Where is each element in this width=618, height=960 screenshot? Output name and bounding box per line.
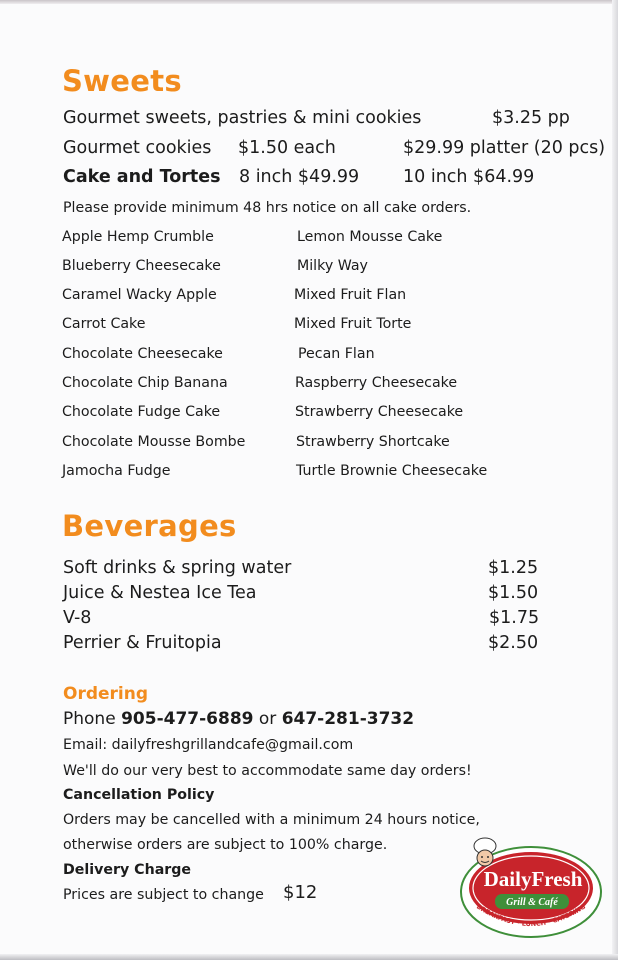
phone-number[interactable]: 647-281-3732	[281, 709, 415, 729]
cake-item: Pecan Flan	[298, 346, 375, 362]
cake-item: Chocolate Chip Banana	[62, 375, 228, 391]
sweets-item: Gourmet cookies	[63, 138, 212, 158]
beverage-item: Soft drinks & spring water	[63, 558, 292, 578]
cake-item: Jamocha Fudge	[62, 463, 171, 479]
beverage-price: $1.75	[489, 608, 540, 628]
cake-item: Chocolate Mousse Bombe	[62, 434, 246, 450]
daily-fresh-logo	[459, 836, 603, 940]
beverage-price: $1.25	[488, 558, 539, 578]
cake-item: Mixed Fruit Flan	[294, 287, 407, 303]
cancellation-text: Orders may be cancelled with a minimum 24 hours notice,	[63, 812, 480, 828]
delivery-price: $12	[283, 882, 318, 903]
logo-graphic	[459, 836, 603, 940]
logo-sub-text: Grill & Café	[506, 897, 558, 908]
page-edge	[0, 954, 618, 960]
email-line[interactable]: Email: dailyfreshgrillandcafe@gmail.com	[63, 737, 354, 753]
cake-item: Lemon Mousse Cake	[297, 229, 443, 245]
beverage-price: $2.50	[488, 633, 539, 653]
cake-item: Blueberry Cheesecake	[62, 258, 221, 274]
cake-item: Caramel Wacky Apple	[62, 287, 217, 303]
logo-brand-text: DailyFresh	[483, 867, 583, 891]
cancellation-heading: Cancellation Policy	[63, 787, 215, 803]
delivery-heading: Delivery Charge	[63, 862, 192, 878]
delivery-text: Prices are subject to change	[63, 887, 264, 903]
cancellation-text: otherwise orders are subject to 100% charge.	[63, 837, 388, 853]
cake-item: Strawberry Shortcake	[296, 434, 450, 450]
cake-item: Chocolate Fudge Cake	[62, 404, 221, 420]
page-edge	[0, 0, 618, 4]
phone-or: or	[258, 709, 277, 729]
cake-item: Apple Hemp Crumble	[62, 229, 214, 245]
beverages-heading: Beverages	[62, 509, 237, 543]
phone-line	[63, 709, 414, 729]
cake-item: Turtle Brownie Cheesecake	[296, 463, 488, 479]
phone-label: Phone	[63, 709, 116, 729]
page-edge	[612, 0, 618, 960]
cake-item: Strawberry Cheesecake	[295, 404, 464, 420]
sweets-item: Gourmet sweets, pastries & mini cookies	[63, 108, 422, 128]
sweets-heading: Sweets	[62, 64, 182, 98]
beverage-item: Perrier & Fruitopia	[63, 633, 222, 653]
sweets-price: $3.25 pp	[492, 108, 570, 128]
cake-item: Mixed Fruit Torte	[294, 316, 412, 332]
beverage-price: $1.50	[488, 583, 539, 603]
cake-item: Chocolate Cheesecake	[62, 346, 223, 362]
ordering-heading: Ordering	[63, 684, 149, 704]
sweets-price: 10 inch $64.99	[403, 167, 535, 187]
logo-ring-text: BREAKFAST · LUNCH · CATERING	[475, 902, 587, 929]
sweets-item: Cake and Tortes	[63, 167, 221, 187]
sweets-price: 8 inch $49.99	[239, 167, 360, 187]
same-day-note: We'll do our very best to accommodate same day orders!	[63, 763, 472, 779]
cake-item: Carrot Cake	[62, 316, 146, 332]
sweets-price: $29.99 platter (20 pcs)	[403, 138, 606, 158]
phone-number[interactable]: 905-477-6889	[121, 709, 254, 729]
beverage-item: Juice & Nestea Ice Tea	[63, 583, 257, 603]
cake-item: Milky Way	[297, 258, 368, 274]
cake-item: Raspberry Cheesecake	[295, 375, 458, 391]
cake-notice: Please provide minimum 48 hrs notice on all cake orders.	[63, 200, 472, 216]
beverage-item: V-8	[63, 608, 92, 628]
sweets-price: $1.50 each	[238, 138, 336, 158]
